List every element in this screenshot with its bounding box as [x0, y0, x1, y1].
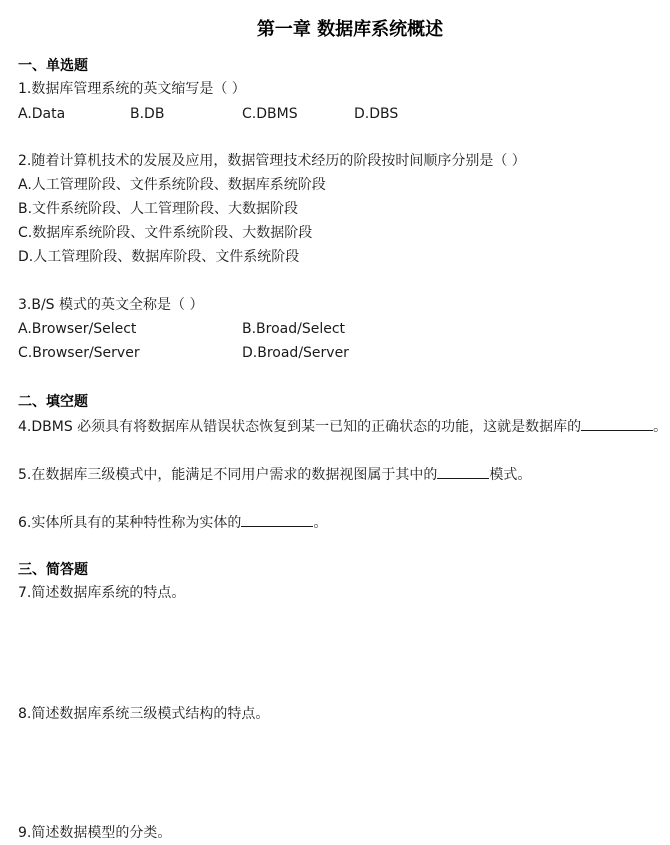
- question-6-blank: [241, 512, 313, 527]
- section-heading-fill-blank: 二、填空题: [18, 394, 88, 410]
- question-1-option-d: D.DBS: [354, 106, 399, 122]
- question-9: 9.简述数据模型的分类。: [18, 825, 172, 841]
- question-5: [18, 464, 531, 484]
- question-1-option-b: B.DB: [130, 106, 165, 122]
- question-5-suffix: 模式。: [489, 467, 532, 483]
- question-3-option-b: B.Broad/Select: [242, 321, 346, 337]
- chapter-title: 第一章 数据库系统概述: [256, 19, 444, 40]
- question-3-stem: 3.B/S 模式的英文全称是（ ）: [18, 297, 204, 313]
- question-4-text: 4.DBMS 必须具有将数据库从错误状态恢复到某一已知的正确状态的功能，这就是数据库的: [18, 419, 582, 435]
- question-2-option-d: D.人工管理阶段、数据库阶段、文件系统阶段: [18, 249, 300, 265]
- question-4: [18, 416, 667, 436]
- question-3-option-d: D.Broad/Server: [242, 345, 349, 361]
- question-4-suffix: 。: [653, 419, 668, 435]
- section-heading-short-answer: 三、简答题: [18, 562, 88, 578]
- question-8: 8.简述数据库系统三级模式结构的特点。: [18, 706, 270, 722]
- question-1-stem: 1.数据库管理系统的英文缩写是（ ）: [18, 81, 246, 97]
- question-5-blank: [437, 464, 489, 479]
- question-1-option-a: A.Data: [18, 106, 66, 122]
- question-6-text: 6.实体所具有的某种特性称为实体的: [18, 515, 242, 531]
- question-2-option-a: A.人工管理阶段、文件系统阶段、数据库系统阶段: [18, 177, 326, 193]
- question-2-stem: 2.随着计算机技术的发展及应用，数据管理技术经历的阶段按时间顺序分别是（ ）: [18, 153, 526, 169]
- section-heading-single-choice: 一、单选题: [18, 58, 88, 74]
- question-1-option-c: C.DBMS: [242, 106, 298, 122]
- question-7: 7.简述数据库系统的特点。: [18, 585, 186, 601]
- question-6-suffix: 。: [313, 515, 328, 531]
- question-6: [18, 512, 327, 532]
- question-2-option-c: C.数据库系统阶段、文件系统阶段、大数据阶段: [18, 225, 313, 241]
- question-3-option-a: A.Browser/Select: [18, 321, 137, 337]
- question-5-text: 5.在数据库三级模式中，能满足不同用户需求的数据视图属于其中的: [18, 467, 438, 483]
- question-4-blank: [581, 416, 653, 431]
- question-2-option-b: B.文件系统阶段、人工管理阶段、大数据阶段: [18, 201, 299, 217]
- question-3-option-c: C.Browser/Server: [18, 345, 140, 361]
